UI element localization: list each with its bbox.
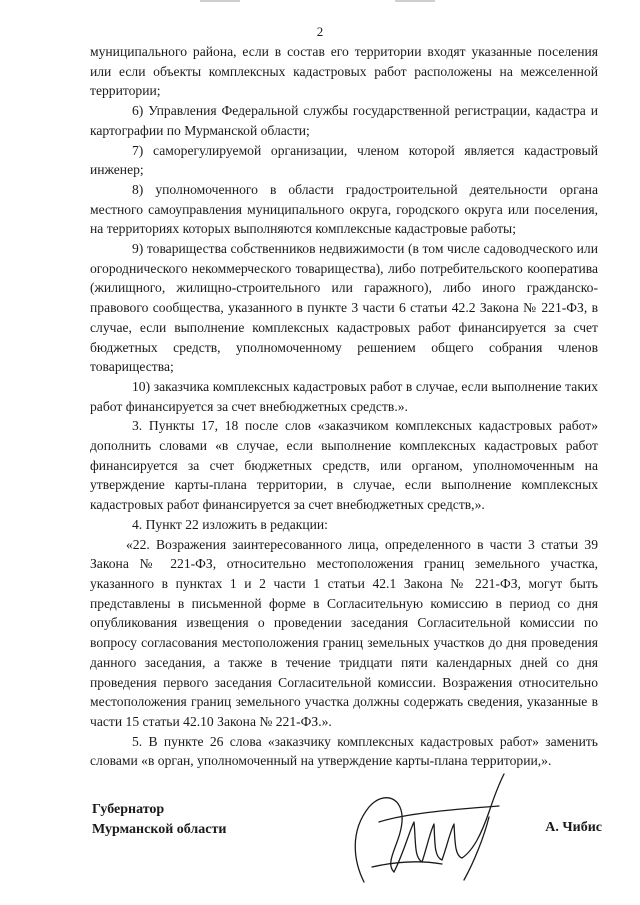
- handwritten-signature-icon: [324, 762, 524, 892]
- document-body: [90, 42, 598, 771]
- paragraph-continuation: муниципального района, если в состав его территории входят указанные поселения или если объекты комплексных кадастровых работ расположены на межселенной территории;: [90, 44, 598, 99]
- signatory-title-line-1: Губернатор: [92, 802, 165, 817]
- list-item-9: 9) товарищества собственников недвижимости (в том числе садоводческого или огороднического некоммерческого товарищества), либо потребительского кооператива (жилищного, жилищно-строительного или гаражного), либо иного гражданско-правового сообщества, указанного в пункте 3 части 6 статьи 42.2 Закона № 221-ФЗ, в случае, если выполнение комплексных кадастровых работ финансируется за счет бюджетных средств, уполномоченному решением общего собрания членов товарищества;: [90, 241, 598, 375]
- signatory-title-line-2: Мурманской области: [92, 822, 227, 837]
- list-item-8: 8) уполномоченного в области градостроительной деятельности органа местного самоуправления муниципального округа, городского округа или поселения, на территориях которых выполняются комплексные кадастровые работы;: [90, 181, 598, 237]
- signatory-name: А. Чибис: [545, 820, 602, 835]
- list-item-6: 6) Управления Федеральной службы государственной регистрации, кадастра и картографии по Мурманской области;: [90, 103, 598, 138]
- amendment-item-5: 5. В пункте 26 слова «заказчику комплексных кадастровых работ» заменить словами «в орган, уполномоченный на утверждение карты-плана территории,».: [90, 733, 598, 769]
- scan-edge-mark: [200, 0, 240, 2]
- scan-edge-mark: [395, 0, 435, 2]
- amendment-item-3: 3. Пункты 17, 18 после слов «заказчиком комплексных кадастровых работ» дополнить словами «в случае, если выполнение комплексных кадастровых работ финансируется за счет бюджетных средств, или органом, уполномоченным на утверждение карты-плана территории, в случае, если выполнение комплексных кадастровых работ финансируется за счет внебюджетных средств,».: [90, 418, 598, 513]
- signature-block: [92, 792, 602, 892]
- list-item-10: 10) заказчика комплексных кадастровых работ в случае, если выполнение таких работ финансируется за счет внебюджетных средств.».: [90, 378, 598, 414]
- page-number: 2: [316, 24, 324, 39]
- signatory-title: [92, 800, 226, 840]
- amendment-text-22: «22. Возражения заинтересованного лица, определенного в части 3 статьи 39 Закона № 221-ФЗ, относительно местоположения границ земельного участка, указанного в пунктах 1 и 2 части 1 статьи 42.1 Закона № 221-ФЗ, могут быть представлены в письменной форме в Согласительную комиссию в период со дня опубликования извещения о проведении заседания Согласительной комиссии по вопросу согласования местоположения границ земельных участков до дня проведения данного заседания, а также в течение тридцати пяти календарных дней со дня проведения первого заседания Согласительной комиссии. Возражения относительно местоположения границ земельного участка должны содержать сведения, указанные в части 15 статьи 42.10 Закона № 221-ФЗ.».: [90, 536, 598, 729]
- list-item-7: 7) саморегулируемой организации, членом которой является кадастровый инженер;: [90, 142, 598, 178]
- amendment-item-4: 4. Пункт 22 изложить в редакции:: [132, 516, 328, 532]
